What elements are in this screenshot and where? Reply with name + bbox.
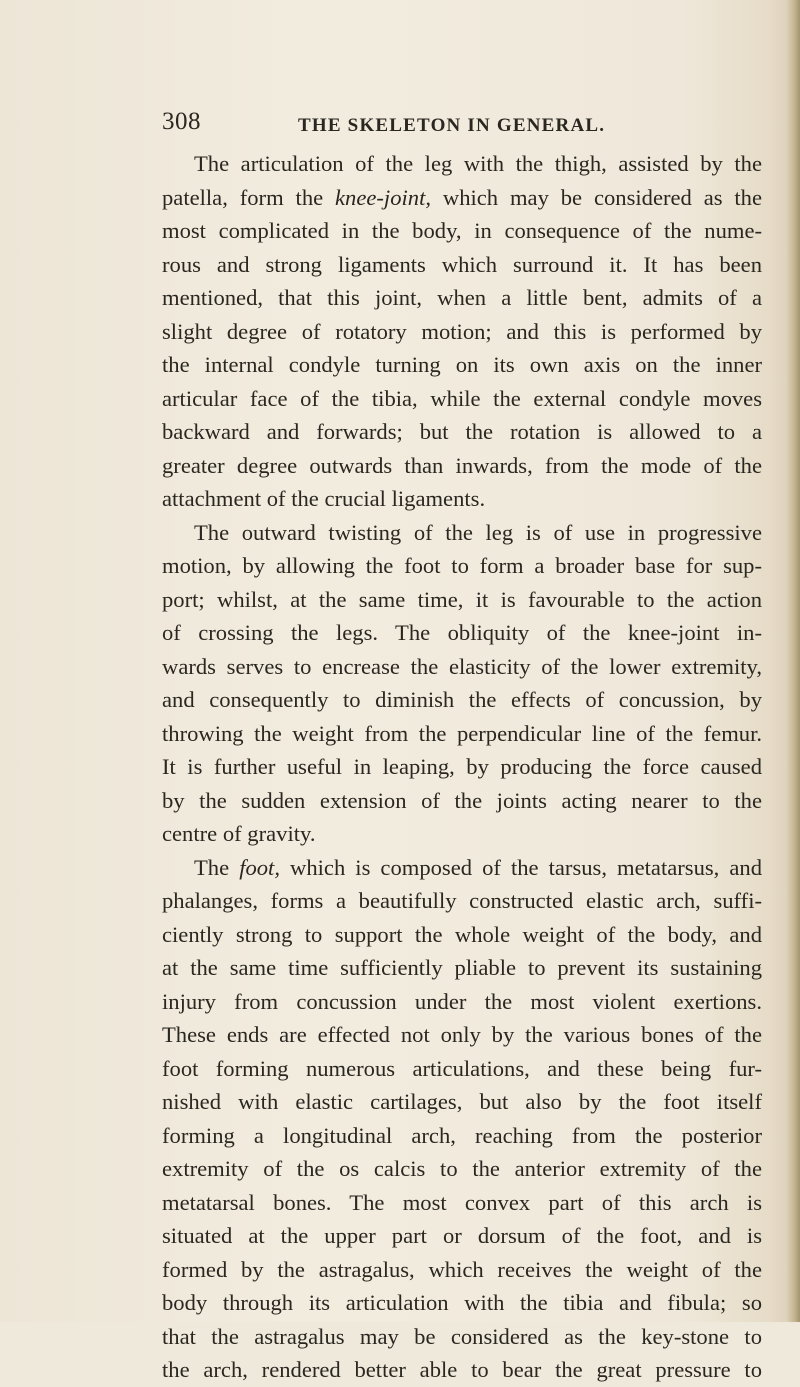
page-edge-shadow (786, 0, 800, 1322)
paragraph (162, 516, 762, 851)
text-line (162, 181, 762, 215)
body-text (162, 147, 762, 1387)
italic-term: knee-joint, (335, 184, 431, 210)
text-line: injury from concussion under the most violent exertions. (162, 988, 762, 1014)
text-line: formed by the astragalus, which receives the weight of the (162, 1256, 762, 1282)
text-line: rous and strong ligaments which surround it. It has been (162, 251, 762, 277)
text-line: the internal condyle turning on its own axis on the inner (162, 352, 762, 377)
text-line: extremity of the os calcis to the anterior extremity of the (162, 1156, 762, 1181)
text-line: that the astragalus may be considered as the key-stone to (162, 1323, 762, 1349)
text-line: foot forming numerous articulations, and these being fur- (162, 1055, 762, 1081)
text-segment: patella, form the (162, 184, 336, 210)
italic-term: foot, (239, 854, 280, 880)
page-number: 308 (162, 108, 201, 135)
paragraph (162, 147, 762, 516)
text-line: attachment of the crucial ligaments. (162, 486, 486, 511)
text-line: metatarsal bones. The most convex part of this arch is (162, 1189, 762, 1215)
running-title: THE SKELETON IN GENERAL. (298, 115, 606, 136)
text-line: at the same time sufficiently pliable to prevent its sustaining (162, 955, 762, 980)
text-line: These ends are effected not only by the various bones of the (162, 1022, 762, 1047)
text-segment: which may be considered as the (431, 184, 762, 210)
text-line: of crossing the legs. The obliquity of the knee-joint in- (162, 620, 762, 645)
text-line: ciently strong to support the whole weight of the body, and (162, 921, 762, 947)
text-line: throwing the weight from the perpendicular line of the femur. (162, 720, 762, 746)
paragraph (162, 851, 762, 1387)
text-line: nished with elastic cartilages, but also by the foot itself (162, 1089, 762, 1114)
text-segment: The (194, 854, 240, 880)
text-line: by the sudden extension of the joints acting nearer to the (162, 787, 762, 813)
text-segment: which is composed of the tarsus, metatarsus, and (279, 854, 762, 880)
text-line: most complicated in the body, in consequence of the nume- (162, 218, 762, 243)
text-line: slight degree of rotatory motion; and this is performed by (162, 318, 762, 344)
text-line: The articulation of the leg with the thigh, assisted by the (194, 151, 762, 176)
text-line: articular face of the tibia, while the external condyle moves (162, 385, 762, 411)
text-line: phalanges, forms a beautifully constructed elastic arch, suffi- (162, 888, 762, 913)
text-line: port; whilst, at the same time, it is favourable to the action (162, 586, 762, 612)
text-line: wards serves to encrease the elasticity of the lower extremity, (162, 653, 762, 679)
text-line: and consequently to diminish the effects of concussion, by (162, 687, 762, 712)
text-line: forming a longitudinal arch, reaching from the posterior (162, 1122, 762, 1148)
text-line: body through its articulation with the tibia and fibula; so (162, 1290, 762, 1315)
text-line: mentioned, that this joint, when a little bent, admits of a (162, 285, 762, 310)
page-header (162, 108, 762, 148)
text-line: The outward twisting of the leg is of use in progressive (194, 519, 762, 545)
text-line: It is further useful in leaping, by producing the force caused (162, 754, 762, 779)
text-line: greater degree outwards than inwards, from the mode of the (162, 452, 762, 478)
text-line: situated at the upper part or dorsum of the foot, and is (162, 1223, 762, 1248)
text-line (162, 851, 762, 885)
text-line: motion, by allowing the foot to form a broader base for sup- (162, 553, 762, 578)
text-line: centre of gravity. (162, 821, 316, 846)
text-line: backward and forwards; but the rotation is allowed to a (162, 419, 762, 444)
text-line: the arch, rendered better able to bear the great pressure to (162, 1357, 762, 1382)
